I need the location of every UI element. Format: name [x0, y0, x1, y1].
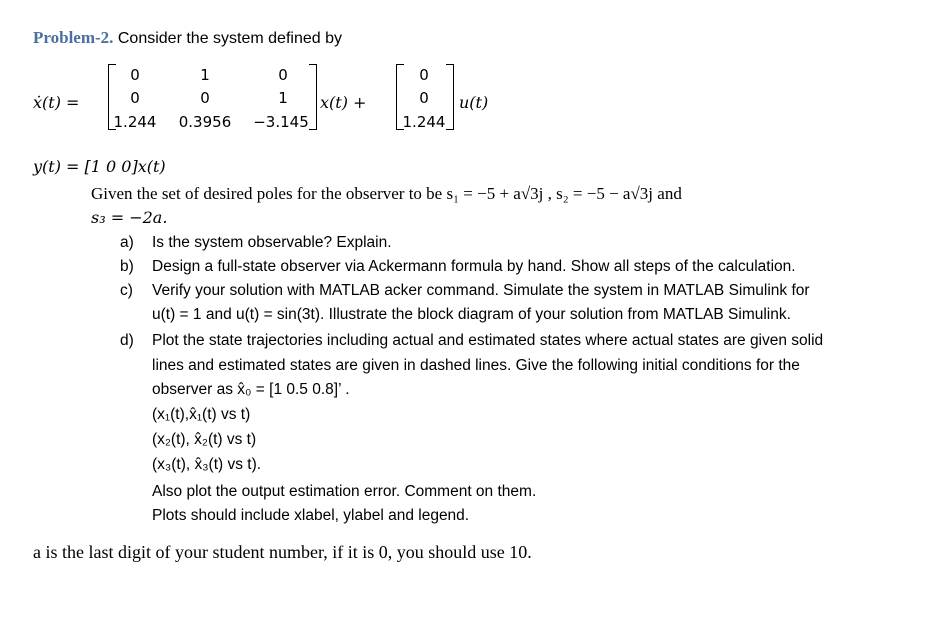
output-equation: y(t) = [1 0 0]x(t) [33, 157, 166, 176]
item-letter: c) [120, 282, 133, 299]
matrix-a-cell: 0 [130, 89, 140, 107]
matrix-a-cell: 1 [278, 89, 288, 107]
state-eq-lhs: ẋ(t) = [33, 93, 80, 112]
matrix-b-cell: 1.244 [402, 113, 446, 131]
item-text: Plots should include xlabel, ylabel and legend. [152, 507, 470, 524]
given-line-1: Given the set of desired poles for the observer to be s₁ = −5 + a√3j , s₂ = −5 − a√3j and [91, 184, 682, 203]
x-term: x(t) + [320, 93, 367, 112]
matrix-a-cell: 1.244 [113, 113, 157, 131]
matrix-b-cell: 0 [419, 66, 429, 84]
item-letter: d) [120, 332, 134, 349]
item-text: Is the system observable? Explain. [152, 234, 392, 251]
item-text: (x₁(t),x̂₁(t) vs t) [152, 406, 251, 423]
item-text: lines and estimated states are given in dashed lines. Give the following initial conditions for the [152, 357, 800, 374]
matrix-a-cell: 0 [278, 66, 288, 84]
footer-note: a is the last digit of your student number, if it is 0, you should use 10. [33, 542, 532, 562]
item-text: Also plot the output estimation error. Comment on them. [152, 483, 537, 500]
item-text: u(t) = 1 and u(t) = sin(3t). Illustrate the block diagram of your solution from MATLAB Simulink. [152, 306, 791, 323]
matrix-a-cell: −3.145 [253, 113, 309, 131]
item-text: observer as x̂₀ = [1 0.5 0.8]’ . [152, 381, 350, 398]
item-text: Verify your solution with MATLAB acker command. Simulate the system in MATLAB Simulink for [152, 282, 810, 299]
item-text: Plot the state trajectories including actual and estimated states where actual states are given solid [152, 332, 824, 349]
item-letter: b) [120, 258, 134, 275]
item-letter: a) [120, 234, 134, 251]
matrix-a-cell: 1 [200, 66, 210, 84]
item-text: (x₂(t), x̂₂(t) vs t) [152, 431, 257, 448]
problem-intro: Consider the system defined by [117, 30, 342, 47]
given-line-2: s₃ = −2a. [91, 208, 168, 227]
problem-title [33, 28, 342, 48]
item-text: (x₃(t), x̂₃(t) vs t). [152, 456, 262, 473]
item-text: Design a full-state observer via Ackermann formula by hand. Show all steps of the calculation. [152, 258, 796, 275]
problem-label: Problem-2. [33, 28, 114, 47]
matrix-a-cell: 0.3956 [178, 113, 232, 131]
matrix-b-cell: 0 [419, 89, 429, 107]
u-term: u(t) [459, 93, 489, 112]
matrix-a-cell: 0 [130, 66, 140, 84]
matrix-a-cell: 0 [200, 89, 210, 107]
